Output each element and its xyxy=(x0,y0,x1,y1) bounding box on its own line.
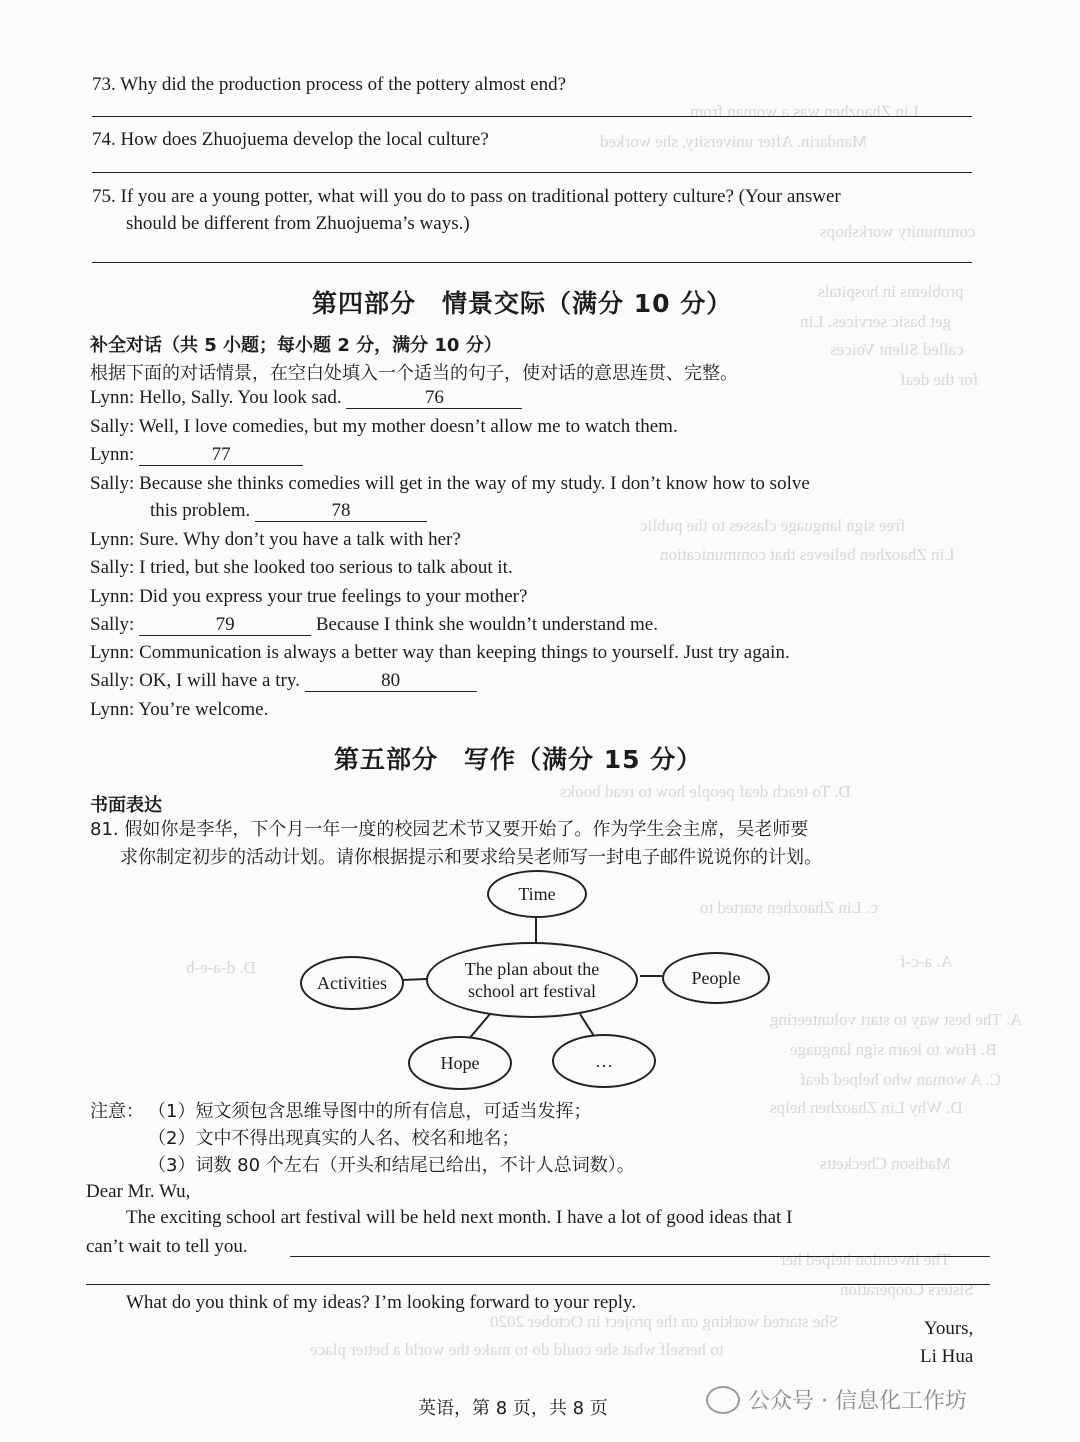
watermark xyxy=(706,1384,967,1415)
blank-76[interactable]: 76 xyxy=(346,388,522,409)
bleed-text: Lin Zhaozhen believes that communication xyxy=(660,545,955,564)
bleed-text: A. a-c-f xyxy=(900,952,953,971)
mindmap-node-center: The plan about the school art festival xyxy=(426,942,638,1018)
bleed-text: B. How to learn sign language xyxy=(790,1040,997,1059)
mindmap-node-more: … xyxy=(552,1034,656,1088)
dialogue-line: Sally: Well, I love comedies, but my mother doesn’t allow me to watch them. xyxy=(90,416,678,437)
bleed-text: problems in hospitals xyxy=(818,282,964,301)
letter-greeting: Dear Mr. Wu, xyxy=(86,1181,191,1202)
blank-79[interactable]: 79 xyxy=(139,615,311,636)
letter-closing: What do you think of my ideas? I’m looking forward to your reply. xyxy=(126,1292,637,1313)
dialogue-text: this problem. xyxy=(150,500,251,521)
notes-label: 注意： xyxy=(90,1101,144,1122)
letter-name: Li Hua xyxy=(920,1346,974,1367)
blank-77[interactable]: 77 xyxy=(139,445,303,466)
mindmap-node-people: People xyxy=(662,952,770,1004)
q81-prompt-line1: 81. 假如你是李华，下个月一年一度的校园艺术节又要开始了。作为学生会主席，吴老师要 xyxy=(90,819,809,840)
note-1: （1）短文须包含思维导图中的所有信息，可适当发挥； xyxy=(148,1101,592,1122)
bleed-text: The invention helped her xyxy=(780,1250,951,1269)
dialogue-line: Lynn: Communication is always a better way than keeping things to yourself. Just try again. xyxy=(90,642,790,663)
bleed-text: Lin Zhaozhen was a woman from xyxy=(690,102,919,121)
bleed-text: Madison Checketts xyxy=(820,1154,951,1173)
letter-body-line1: The exciting school art festival will be held next month. I have a lot of good ideas that I xyxy=(126,1207,793,1228)
bleed-text: to herself what she could do to make the world a better place xyxy=(310,1340,724,1359)
blank-80[interactable]: 80 xyxy=(305,671,477,692)
part4-subheading: 补全对话（共 5 小题；每小题 2 分，满分 10 分） xyxy=(90,335,502,356)
bleed-text: A. The best way to start volunteering xyxy=(770,1010,1023,1029)
writing-line[interactable] xyxy=(86,1284,990,1285)
dialogue-line: Sally: I tried, but she looked too serious to talk about it. xyxy=(90,557,513,578)
letter-signoff: Yours, xyxy=(924,1318,974,1339)
dialogue-text: Lynn: xyxy=(90,444,135,465)
mindmap-node-hope: Hope xyxy=(408,1036,512,1090)
mindmap-node-activities: Activities xyxy=(300,956,404,1010)
question-75-line2: should be different from Zhuojuema’s ways.) xyxy=(126,213,470,234)
part4-instruction: 根据下面的对话情景，在空白处填入一个适当的句子，使对话的意思连贯、完整。 xyxy=(90,363,738,384)
bleed-text: community workshops xyxy=(820,222,976,241)
bleed-text: c. Lin Zhaozhen started to xyxy=(700,898,878,917)
bleed-text: She started working on the project in October 2020 xyxy=(490,1312,839,1331)
dialogue-line: Lynn: Did you express your true feelings to your mother? xyxy=(90,586,528,607)
writing-line[interactable] xyxy=(290,1256,990,1257)
blank-78[interactable]: 78 xyxy=(255,501,427,522)
question-74: 74. How does Zhuojuema develop the local culture? xyxy=(92,129,489,150)
note-3: （3）词数 80 个左右（开头和结尾已给出，不计人总词数）。 xyxy=(148,1155,635,1176)
q81-prompt-line2: 求你制定初步的活动计划。请你根据提示和要求给吴老师写一封电子邮件说说你的计划。 xyxy=(120,847,822,868)
page-footer: 英语，第 8 页，共 8 页 xyxy=(418,1398,608,1419)
bleed-text: D. d-a-e-b xyxy=(186,958,256,977)
part5-subheading: 书面表达 xyxy=(90,795,162,816)
dialogue-text: Because I think she wouldn’t understand me. xyxy=(315,614,658,635)
bleed-text: for the deaf xyxy=(900,370,979,389)
dialogue-line: Lynn: Sure. Why don’t you have a talk with her? xyxy=(90,529,461,550)
dialogue-text: Sally: OK, I will have a try. xyxy=(90,670,300,691)
note-2: （2）文中不得出现真实的人名、校名和地名； xyxy=(148,1128,520,1149)
bleed-text: C. A woman who helped deaf xyxy=(800,1070,1002,1089)
question-73: 73. Why did the production process of the pottery almost end? xyxy=(92,74,567,95)
dialogue-text: Lynn: Hello, Sally. You look sad. xyxy=(90,387,342,408)
bleed-text: Sisters Cooperation xyxy=(840,1280,974,1299)
part5-heading: 第五部分 写作（满分 15 分） xyxy=(334,745,703,774)
bleed-text: D. To teach deaf people how to read books xyxy=(560,782,851,801)
bleed-text: Mandarin. After university, she worked xyxy=(600,132,868,151)
mindmap-node-time: Time xyxy=(487,870,587,918)
watermark-text: 公众号 · 信息化工作坊 xyxy=(748,1389,967,1414)
letter-body-line2: can’t wait to tell you. xyxy=(86,1236,248,1257)
dialogue-line: Lynn: You’re welcome. xyxy=(90,699,269,720)
bleed-text: get basic services. Lin xyxy=(800,312,952,331)
wechat-icon xyxy=(706,1386,740,1414)
dialogue-text: Sally: xyxy=(90,614,135,635)
dialogue-line: Sally: Because she thinks comedies will get in the way of my study. I don’t know how to solve xyxy=(90,473,810,494)
question-75-line1: 75. If you are a young potter, what will you do to pass on traditional pottery culture? (Your answer xyxy=(92,186,841,207)
bleed-text: D. Why Lin Zhaozhen helps xyxy=(770,1098,963,1117)
bleed-text: called Silent Voices xyxy=(830,340,964,359)
bleed-text: free sign language classes to the public xyxy=(640,516,906,535)
part4-heading: 第四部分 情景交际（满分 10 分） xyxy=(312,289,733,318)
